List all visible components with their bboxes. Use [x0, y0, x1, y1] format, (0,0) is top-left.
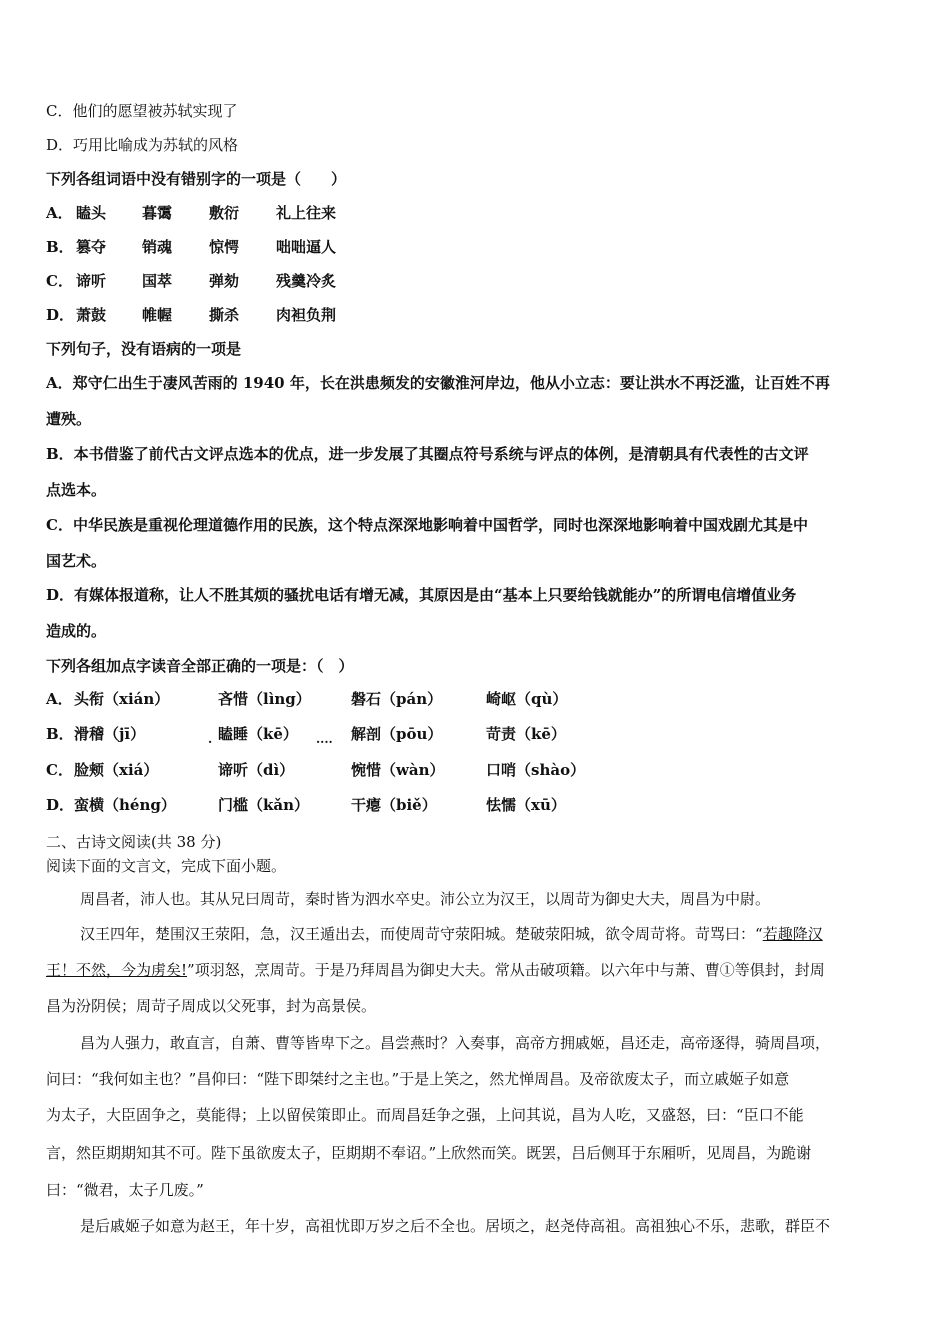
option-label: A． [46, 204, 73, 222]
passage-paragraph-3-line4: 言，然臣期期知其不可。陛下虽欲废太子，臣期期不奉诏。”上欣然而笑。既罢，吕后侧耳于东厢听，见周昌，为跪谢 [46, 1144, 812, 1162]
option-d-prev: D．巧用比喻成为苏轼的风格 [46, 136, 239, 154]
emphasis-dot: ···· [316, 735, 333, 749]
pinyin-item: 惋惜（wàn） [351, 761, 445, 779]
word: 敷衍 [209, 204, 240, 222]
word: 萧鼓 [76, 306, 107, 324]
passage-paragraph-1: 周昌者，沛人也。其从兄曰周苛，秦时皆为泗水卒史。沛公立为汉王，以周苛为御史大夫，周昌为中尉。 [80, 890, 771, 908]
option-c-prev: C．他们的愿望被苏轼实现了 [46, 102, 238, 120]
passage-paragraph-4: 是后戚姬子如意为赵王，年十岁，高祖忧即万岁之后不全也。居顷之，赵尧侍高祖。高祖独心不乐，悲歌，群臣不 [80, 1217, 831, 1235]
grammar-option-b-cont: 点选本。 [46, 481, 107, 499]
underlined-sentence: 王！不然，今为虏矣! [46, 961, 188, 979]
pinyin-item: 苛责（kē） [486, 725, 566, 743]
passage-paragraph-2-end: 昌为汾阴侯；周苛子周成以父死事，封为高景侯。 [46, 997, 377, 1015]
passage-text: 汉王四年，楚围汉王荥阳，急，汉王遁出去，而使周苛守荥阳城。楚破荥阳城，欲令周苛将。苛骂曰：“ [80, 925, 763, 943]
passage-paragraph-3-line5: 曰：“微君，太子几废。” [46, 1181, 204, 1199]
pinyin-item: 瞌睡（kē） [218, 725, 298, 743]
pinyin-item: 口哨（shào） [486, 761, 586, 779]
passage-text: ”项羽怒，烹周苛。于是乃拜周昌为御史大夫。常从击破项籍。以六年中与萧、曹①等俱封，封周 [187, 961, 825, 979]
passage-paragraph-3-line3: 为太子，大臣固争之，莫能得；上以留侯策即止。而周昌廷争之强，上问其说，昌为人吃，又盛怒，曰：“臣口不能 [46, 1106, 804, 1124]
word: 肉袒负荆 [276, 306, 337, 324]
word: 礼上往来 [276, 204, 337, 222]
passage-paragraph-3-line2: 问曰：“我何如主也？”昌仰曰：“陛下即桀纣之主也。”于是上笑之，然尤惮周昌。及帝欲废太子，而立戚姬子如意 [46, 1070, 790, 1088]
word: 谛听 [76, 272, 107, 290]
word: 暮霭 [142, 204, 173, 222]
passage-paragraph-2 [80, 924, 823, 944]
pinyin-item: 脸颊（xiá） [74, 761, 159, 779]
pinyin-item: 谛听（dì） [218, 761, 295, 779]
pinyin-item: 解剖（pōu） [351, 725, 443, 743]
pinyin-option-d [46, 795, 566, 815]
question-pinyin-stem: 下列各组加点字读音全部正确的一项是：（ ） [46, 657, 354, 675]
pinyin-option-a [46, 689, 568, 709]
option-label: B． [46, 238, 74, 256]
section-2-title: 二、古诗文阅读(共 38 分) [46, 833, 222, 851]
word: 国萃 [142, 272, 173, 290]
pinyin-item: 头衔（xián） [74, 690, 170, 708]
word: 帷幄 [142, 306, 173, 324]
pinyin-item: 门槛（kǎn） [218, 796, 310, 814]
pinyin-item: 崎岖（qù） [486, 690, 568, 708]
passage-paragraph-2-cont [46, 960, 825, 980]
pinyin-item: 怯懦（xū） [486, 796, 566, 814]
section-2-instruction: 阅读下面的文言文，完成下面小题。 [46, 857, 287, 875]
option-label: C． [46, 761, 73, 779]
pinyin-item: 蛮横（héng） [74, 796, 176, 814]
grammar-option-c-cont: 国艺术。 [46, 552, 107, 570]
pinyin-item: 滑稽（jī） [74, 725, 146, 743]
word: 惊愕 [209, 238, 240, 256]
passage-paragraph-3: 昌为人强力，敢直言，自萧、曹等皆卑下之。昌尝燕时？入奏事，高帝方拥戚姬，昌还走，高帝逐得，骑周昌项， [80, 1034, 831, 1052]
grammar-option-d-cont: 造成的。 [46, 622, 107, 640]
word: 篡夺 [76, 238, 107, 256]
emphasis-dot: · [208, 735, 213, 749]
question-typos-stem: 下列各组词语中没有错别字的一项是（ ） [46, 170, 347, 188]
word: 撕杀 [209, 306, 240, 324]
question-grammar-stem: 下列句子，没有语病的一项是 [46, 340, 242, 358]
word: 残羹冷炙 [276, 272, 337, 290]
pinyin-option-b [46, 724, 566, 749]
word: 弹劾 [209, 272, 240, 290]
pinyin-item: 干瘪（biě） [351, 796, 437, 814]
typos-option-b [46, 237, 337, 257]
word: 瞌头 [76, 204, 107, 222]
pinyin-item: 磐石（pán） [351, 690, 443, 708]
grammar-option-a-cont: 遭殃。 [46, 410, 92, 428]
option-label: A． [46, 690, 73, 708]
option-label: D． [46, 306, 75, 324]
typos-option-c [46, 271, 337, 291]
grammar-option-b: B．本书借鉴了前代古文评点选本的优点，进一步发展了其圈点符号系统与评点的体例，是清朝具有代表性的古文评 [46, 445, 809, 463]
word: 销魂 [142, 238, 173, 256]
option-label: B． [46, 725, 74, 743]
pinyin-option-c [46, 760, 586, 780]
pinyin-item: 吝惜（lìng） [218, 690, 311, 708]
typos-option-d [46, 305, 337, 325]
underlined-sentence: 若趣降汉 [762, 925, 823, 943]
option-label: D． [46, 796, 75, 814]
option-label: C． [46, 272, 73, 290]
typos-option-a [46, 203, 337, 223]
grammar-option-d: D．有媒体报道称，让人不胜其烦的骚扰电话有增无减，其原因是由“基本上只要给钱就能办”的所谓电信增值业务 [46, 586, 797, 604]
grammar-option-a: A．郑守仁出生于凄风苦雨的 1940 年，长在洪患频发的安徽淮河岸边，他从小立志：要让洪水不再泛滥，让百姓不再 [46, 374, 830, 392]
word: 咄咄逼人 [276, 238, 337, 256]
grammar-option-c: C．中华民族是重视伦理道德作用的民族，这个特点深深地影响着中国哲学，同时也深深地影响着中国戏剧尤其是中 [46, 516, 808, 534]
